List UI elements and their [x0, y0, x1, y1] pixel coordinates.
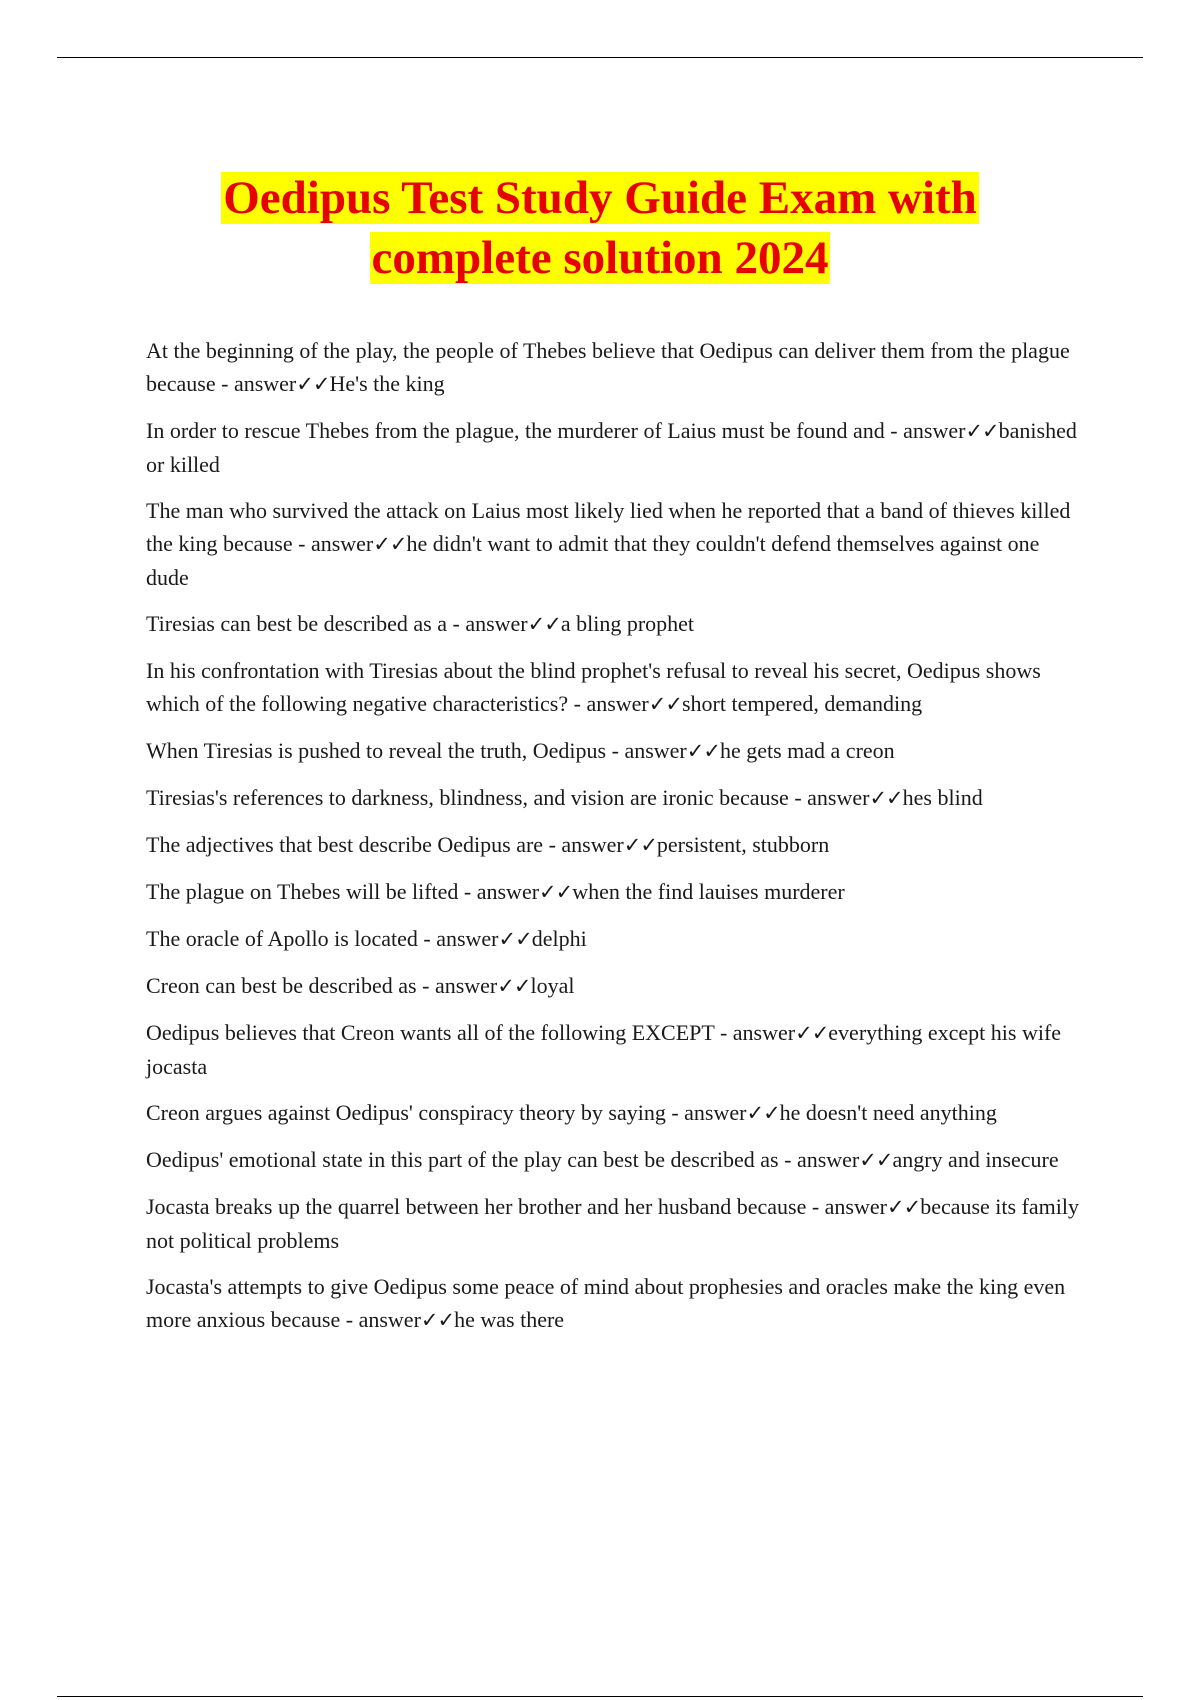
checkmark-icon: ✓✓	[420, 1308, 455, 1332]
question-text: Creon argues against Oedipus' conspiracy theory by saying	[146, 1100, 666, 1125]
question-text: At the beginning of the play, the people of Thebes believe that Oedipus can deliver them from the plague because	[146, 338, 1070, 396]
qa-item	[146, 1016, 1086, 1083]
qa-item	[146, 1096, 1086, 1130]
separator: -	[458, 879, 477, 904]
title-line-2: complete solution 2024	[371, 232, 829, 284]
question-text: The adjectives that best describe Oedipus are	[146, 832, 544, 857]
question-text: Creon can best be described as	[146, 973, 417, 998]
separator: -	[568, 691, 587, 716]
checkmark-icon: ✓✓	[296, 372, 330, 396]
answer-text: when the find lauises murderer	[572, 879, 845, 904]
checkmark-icon: ✓✓	[886, 1195, 921, 1219]
question-answer-list	[146, 334, 1086, 1350]
answer-marker: answer	[233, 371, 297, 396]
separator: -	[665, 1100, 685, 1125]
checkmark-icon: ✓✓	[648, 692, 682, 716]
answer-marker: answer	[476, 879, 540, 904]
answer-text: loyal	[530, 973, 575, 998]
header-rule	[57, 57, 1143, 58]
separator: -	[416, 973, 435, 998]
checkmark-icon: ✓✓	[746, 1101, 780, 1125]
answer-marker: answer	[732, 1020, 796, 1045]
answer-text: he doesn't need anything	[779, 1100, 997, 1125]
qa-item	[146, 1190, 1086, 1257]
separator: -	[884, 418, 904, 443]
question-text: Jocasta's attempts to give Oedipus some peace of mind about prophesies and oracles make the king even more anxious because	[146, 1274, 1066, 1332]
qa-item	[146, 1143, 1086, 1177]
separator: -	[788, 785, 808, 810]
checkmark-icon: ✓✓	[686, 739, 720, 763]
separator: -	[417, 926, 437, 951]
answer-text: everything except his wife jocasta	[146, 1020, 1062, 1079]
qa-item	[146, 969, 1086, 1003]
separator: -	[447, 611, 466, 636]
title-block	[0, 168, 1200, 288]
question-text: The oracle of Apollo is located	[146, 926, 418, 951]
separator: -	[806, 1194, 825, 1219]
question-text: The man who survived the attack on Laius most likely lied when he reported that a band of thieves killed the king because	[146, 498, 1071, 556]
separator: -	[543, 832, 562, 857]
question-text: In his confrontation with Tiresias about the blind prophet's refusal to reveal his secret, Oedipus shows which of the following negative characteristics?	[146, 658, 1041, 716]
qa-item	[146, 334, 1086, 401]
answer-marker: answer	[561, 832, 624, 857]
answer-text: delphi	[531, 926, 587, 951]
answer-marker: answer	[807, 785, 870, 810]
answer-text: hes blind	[902, 785, 983, 810]
checkmark-icon: ✓✓	[795, 1021, 829, 1045]
qa-item	[146, 654, 1086, 721]
answer-text: He's the king	[329, 371, 445, 396]
question-text: Oedipus' emotional state in this part of the play can best be described as	[146, 1147, 779, 1172]
checkmark-icon: ✓✓	[497, 974, 531, 998]
qa-item	[146, 828, 1086, 862]
qa-item	[146, 734, 1086, 768]
checkmark-icon: ✓✓	[539, 880, 573, 904]
answer-marker: answer	[310, 531, 374, 556]
qa-item	[146, 875, 1086, 909]
title-line-1: Oedipus Test Study Guide Exam with	[223, 172, 977, 224]
qa-item	[146, 607, 1086, 641]
answer-marker: answer	[434, 973, 498, 998]
separator: -	[778, 1147, 797, 1172]
qa-item	[146, 922, 1086, 956]
qa-item	[146, 414, 1086, 481]
answer-marker: answer	[796, 1147, 860, 1172]
checkmark-icon: ✓✓	[527, 612, 561, 636]
checkmark-icon: ✓✓	[623, 833, 657, 857]
question-text: Tiresias can best be described as a	[146, 611, 447, 636]
answer-text: angry and insecure	[892, 1147, 1059, 1172]
answer-marker: answer	[624, 738, 687, 763]
answer-text: banished or killed	[146, 418, 1077, 477]
answer-text: he was there	[454, 1307, 565, 1332]
answer-marker: answer	[684, 1100, 747, 1125]
answer-marker: answer	[358, 1307, 421, 1332]
checkmark-icon: ✓✓	[498, 927, 532, 951]
answer-marker: answer	[436, 926, 499, 951]
answer-text: short tempered, demanding	[681, 691, 923, 716]
question-text: In order to rescue Thebes from the plague, the murderer of Laius must be found and	[146, 418, 885, 443]
separator: -	[606, 738, 625, 763]
question-text: The plague on Thebes will be lifted	[146, 879, 459, 904]
question-text: Tiresias's references to darkness, blindness, and vision are ironic because	[146, 785, 789, 810]
separator: -	[215, 371, 234, 396]
separator: -	[714, 1020, 733, 1045]
question-text: Oedipus believes that Creon wants all of the following EXCEPT	[146, 1020, 715, 1045]
qa-item	[146, 494, 1086, 594]
document-title	[0, 168, 1200, 288]
question-text: Jocasta breaks up the quarrel between her brother and her husband because	[146, 1194, 807, 1219]
separator: -	[292, 531, 311, 556]
answer-text: a bling prophet	[560, 611, 695, 636]
answer-text: he gets mad a creon	[719, 738, 895, 763]
checkmark-icon: ✓✓	[869, 786, 903, 810]
checkmark-icon: ✓✓	[373, 532, 407, 556]
question-text: When Tiresias is pushed to reveal the truth, Oedipus	[146, 738, 607, 763]
answer-marker: answer	[586, 691, 649, 716]
checkmark-icon: ✓✓	[965, 419, 999, 443]
answer-text: persistent, stubborn	[656, 832, 830, 857]
answer-marker: answer	[465, 611, 528, 636]
footer-rule	[57, 1696, 1143, 1697]
answer-marker: answer	[824, 1194, 887, 1219]
answer-marker: answer	[903, 418, 966, 443]
answer-text: because its family not political problems	[146, 1194, 1080, 1253]
answer-text: he didn't want to admit that they couldn't defend themselves against one dude	[146, 531, 1040, 590]
checkmark-icon: ✓✓	[859, 1148, 893, 1172]
qa-item	[146, 1270, 1086, 1337]
qa-item	[146, 781, 1086, 815]
separator: -	[340, 1307, 359, 1332]
